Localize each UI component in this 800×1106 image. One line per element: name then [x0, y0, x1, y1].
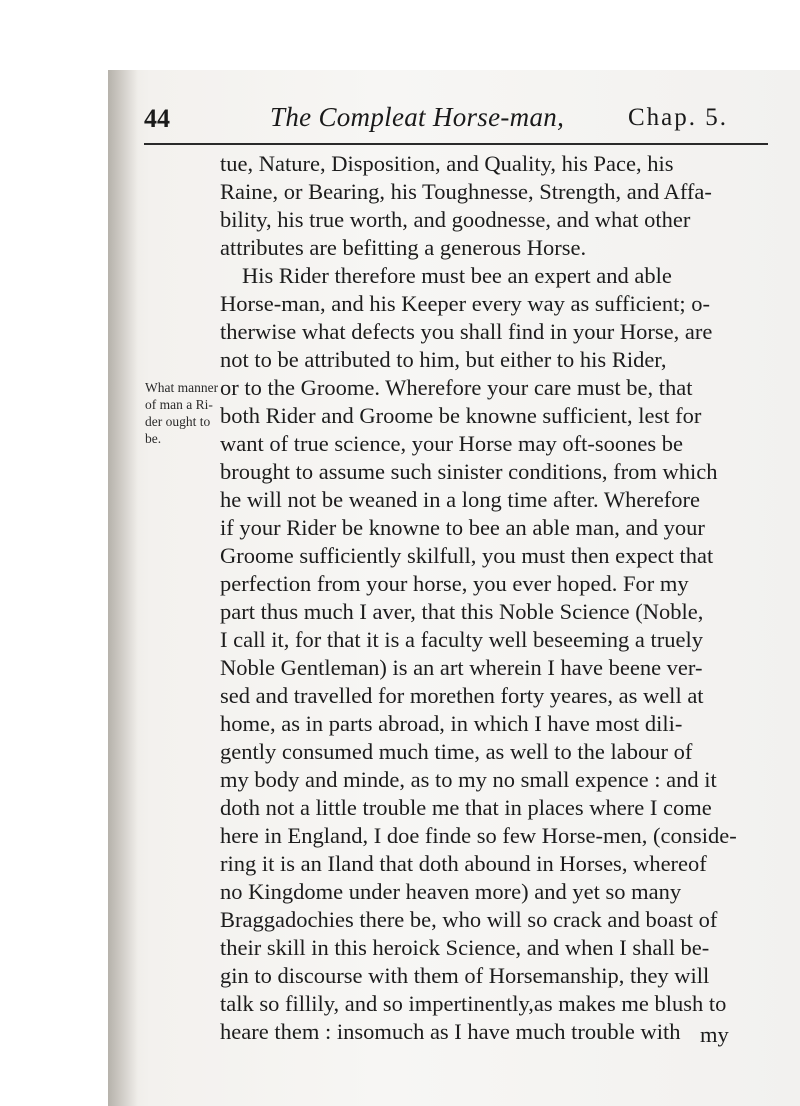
text-line: if your Rider be knowne to bee an able man, and your [220, 515, 705, 540]
running-title: The Compleat Horse-man, [270, 102, 565, 132]
text-line: Braggadochies there be, who will so crack and boast of [220, 907, 718, 932]
marginal-note-line: der ought to [145, 414, 211, 429]
chapter-label: Chap. 5. [628, 104, 729, 131]
text-line: want of true science, your Horse may oft-soones be [220, 431, 683, 456]
body-text [220, 150, 780, 1046]
text-line: my body and minde, as to my no small expence : and it [220, 767, 717, 792]
text-line: Noble Gentleman) is an art wherein I have beene ver- [220, 655, 703, 680]
text-line: doth not a little trouble me that in places where I come [220, 795, 712, 820]
text-line: here in England, I doe finde so few Horse-men, (conside- [220, 823, 737, 848]
text-line: not to be attributed to him, but either to his Rider, [220, 347, 667, 372]
running-head [144, 104, 770, 144]
marginal-note-line: of man a Ri- [145, 397, 213, 412]
text-line: His Rider therefore must bee an expert and able [242, 263, 672, 288]
marginal-note [145, 379, 223, 447]
text-line: I call it, for that it is a faculty well beseeming a truely [220, 627, 703, 652]
text-line: home, as in parts abroad, in which I have most dili- [220, 711, 683, 736]
text-line: Raine, or Bearing, his Toughnesse, Strength, and Affa- [220, 179, 712, 204]
marginal-note-line: be. [145, 431, 162, 446]
text-line: perfection from your horse, you ever hoped. For my [220, 571, 689, 596]
header-rule [144, 143, 768, 145]
text-line: both Rider and Groome be knowne sufficient, lest for [220, 403, 702, 428]
text-line: Horse-man, and his Keeper every way as sufficient; o- [220, 291, 711, 316]
text-line: attributes are befitting a generous Horse. [220, 235, 587, 260]
catchword: my [700, 1022, 729, 1047]
text-line: ring it is an Iland that doth abound in Horses, whereof [220, 851, 707, 876]
text-line: he will not be weaned in a long time after. Wherefore [220, 487, 701, 512]
text-line: bility, his true worth, and goodnesse, and what other [220, 207, 691, 232]
marginal-note-line: What manner [145, 380, 219, 395]
text-line: talk so fillily, and so impertinently,as makes me blush to [220, 991, 727, 1016]
text-line: no Kingdome under heaven more) and yet so many [220, 879, 682, 904]
text-line: Groome sufficiently skilfull, you must then expect that [220, 543, 714, 568]
page-number: 44 [144, 104, 170, 133]
text-line: therwise what defects you shall find in your Horse, are [220, 319, 713, 344]
text-line: gently consumed much time, as well to the labour of [220, 739, 693, 764]
text-line: gin to discourse with them of Horsemanship, they will [220, 963, 710, 988]
text-line: brought to assume such sinister conditions, from which [220, 459, 718, 484]
text-line: their skill in this heroick Science, and when I shall be- [220, 935, 710, 960]
text-line: part thus much I aver, that this Noble Science (Noble, [220, 599, 704, 624]
text-line: tue, Nature, Disposition, and Quality, his Pace, his [220, 151, 674, 176]
text-line: sed and travelled for morethen forty yeares, as well at [220, 683, 704, 708]
text-line: heare them : insomuch as I have much trouble with [220, 1019, 681, 1044]
text-line: or to the Groome. Wherefore your care must be, that [220, 375, 693, 400]
